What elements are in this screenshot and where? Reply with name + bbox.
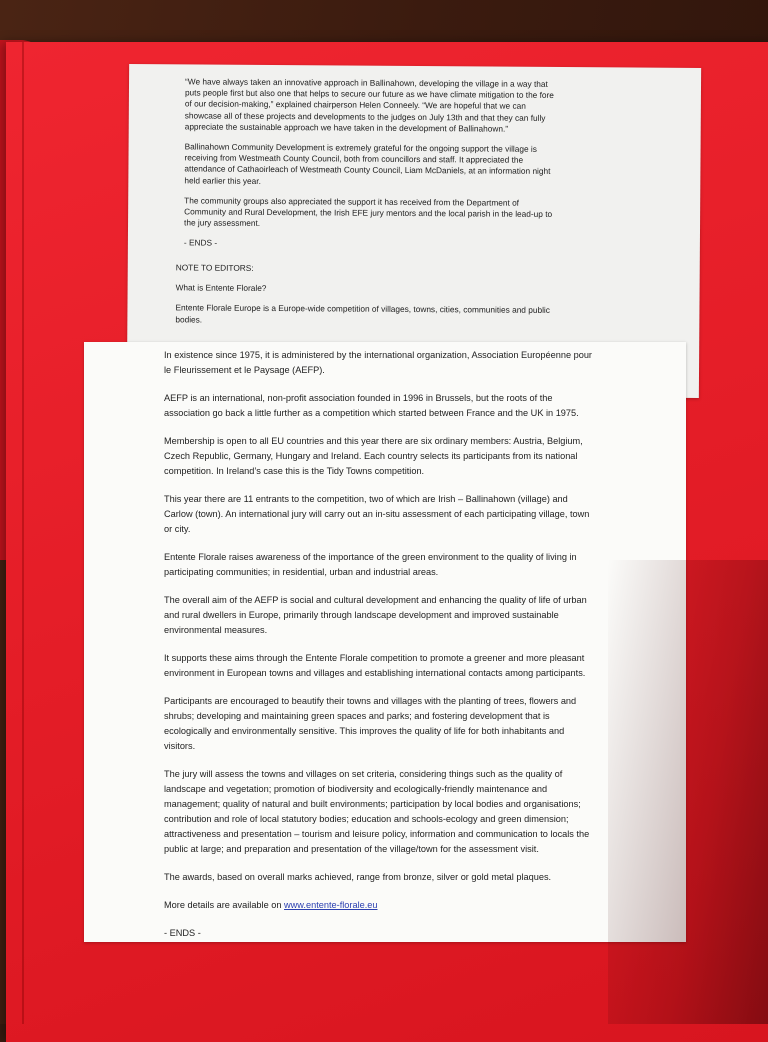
more-details-line bbox=[164, 898, 594, 913]
aim-paragraph: The overall aim of the AEFP is social and cultural development and enhancing the quality of life of urban and rural dwellers in Europe, primarily through landscape development and improved sustainable environmental measures. bbox=[164, 595, 587, 635]
bottom-paper-sheet bbox=[84, 342, 686, 942]
top-sheet-text bbox=[184, 76, 555, 260]
community-paragraph: The community groups also appreciated the support it has received from the Department of Community and Rural Development, the Irish EFE jury mentors and the local parish in the lead-up to the jury assessment. bbox=[184, 195, 553, 229]
ends-marker-bottom: - ENDS - bbox=[164, 928, 201, 938]
awards-paragraph: The awards, based on overall marks achieved, range from bronze, silver or gold metal plaques. bbox=[164, 872, 552, 882]
awareness-paragraph: Entente Florale raises awareness of the importance of the green environment to the quality of living in participating communities; in residential, urban and industrial areas. bbox=[164, 552, 577, 577]
supports-paragraph: It supports these aims through the Entente Florale competition to promote a greener and more pleasant environment in European towns and villages and establishing international contacts among participants. bbox=[164, 653, 586, 678]
jury-paragraph: The jury will assess the towns and villages on set criteria, considering things such as the quality of landscape and vegetation; promotion of biodiversity and ecologically-friendly maintenance and management; quality of natural and built environments; participation by local bodies and organisations; contribution and role of local statutory bodies; education and schools-ecology and green dimension; attractiveness and presentation – tourism and leisure policy, information and communication to locals the public at large; and preparation and presentation of the village/town for the assessment visit. bbox=[164, 769, 590, 854]
participants-paragraph: Participants are encouraged to beautify their towns and villages with the planting of trees, flowers and shrubs; developing and maintaining green spaces and parks; and fostering development that is ecologically and environmentally sensitive. This improves the quality of life for both inhabitants and visitors. bbox=[164, 696, 577, 751]
note-to-editors bbox=[175, 262, 555, 336]
question-heading: What is Entente Florale? bbox=[175, 282, 267, 294]
bottom-sheet-text bbox=[164, 348, 594, 954]
entrants-paragraph: This year there are 11 entrants to the competition, two of which are Irish – Ballinahown (village) and Carlow (town). An international jury will carry out an in-situ assessment of each participating village, town or city. bbox=[164, 494, 590, 534]
entente-florale-link[interactable]: www.entente-florale.eu bbox=[284, 900, 378, 910]
support-paragraph: Ballinahown Community Development is extremely grateful for the ongoing support the village is receiving from Westmeath County Council, both from councillors and staff. It appreciated the attendance of Cathaoirleach of Westmeath County Council, Liam McDaniels, at an information night held earlier this year. bbox=[184, 141, 551, 186]
existence-paragraph: In existence since 1975, it is administered by the international organization, Association Européenne pour le Fleurissement et le Paysage (AEFP). bbox=[164, 350, 592, 375]
aefp-paragraph: AEFP is an international, non-profit association founded in 1996 in Brussels, but the roots of the association go back a little further as a competition which started between France and the UK in 1975. bbox=[164, 393, 579, 418]
ends-marker-top: - ENDS - bbox=[183, 237, 218, 249]
note-heading: NOTE TO EDITORS: bbox=[175, 262, 254, 273]
intro-paragraph: Entente Florale Europe is a Europe-wide competition of villages, towns, cities, communities and public bodies. bbox=[175, 302, 550, 325]
more-details-prefix: More details are available on bbox=[164, 900, 285, 910]
folder-spine bbox=[22, 42, 24, 1024]
quote-paragraph: “We have always taken an innovative approach in Ballinahown, developing the village in a way that puts people first but also one that helps to secure our future as we have climate mitigation to the fore of our decision-making,” explained chairperson Helen Conneely. “We are hopeful that we can showcase all of these projects and developments to the judges on July 13th and that they can fully appreciate the sustainable approach we have taken in the development of Ballinahown.” bbox=[184, 76, 554, 134]
membership-paragraph: Membership is open to all EU countries and this year there are six ordinary members: Austria, Belgium, Czech Republic, Germany, Hungary and Ireland. Each country selects its participants from its national competition. In Ireland’s case this is the Tidy Towns competition. bbox=[164, 436, 583, 476]
